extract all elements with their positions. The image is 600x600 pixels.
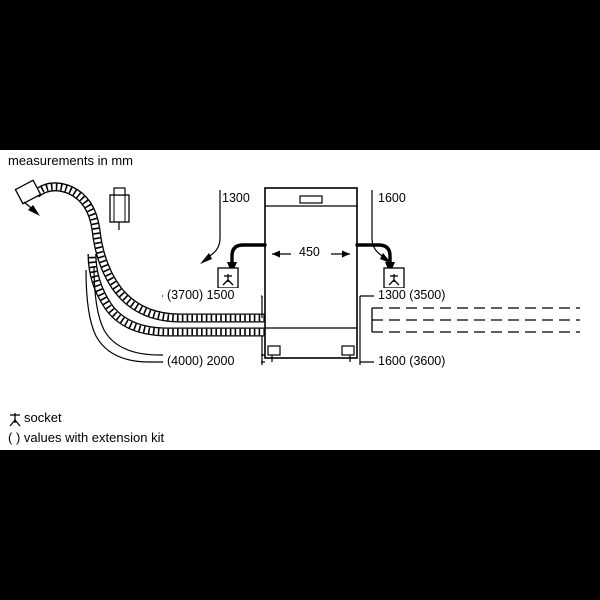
legend-extension-kit-label: ( ) values with extension kit	[8, 430, 165, 445]
dimension-left-mid: (3700) 1500	[167, 288, 235, 302]
dimension-appliance-width: 450	[299, 245, 320, 259]
dimension-top-left: 1300	[222, 191, 250, 205]
dimension-left-bottom: (4000) 2000	[167, 354, 235, 368]
units-note: measurements in mm	[8, 153, 133, 168]
dimension-top-right: 1600	[378, 191, 406, 205]
legend-socket-label: socket	[24, 410, 62, 425]
dimension-right-bottom: 1600 (3600)	[378, 354, 446, 368]
diagram-sheet	[0, 150, 600, 450]
dimension-right-mid: 1300 (3500)	[378, 288, 446, 302]
diagram-drawing	[0, 150, 600, 450]
